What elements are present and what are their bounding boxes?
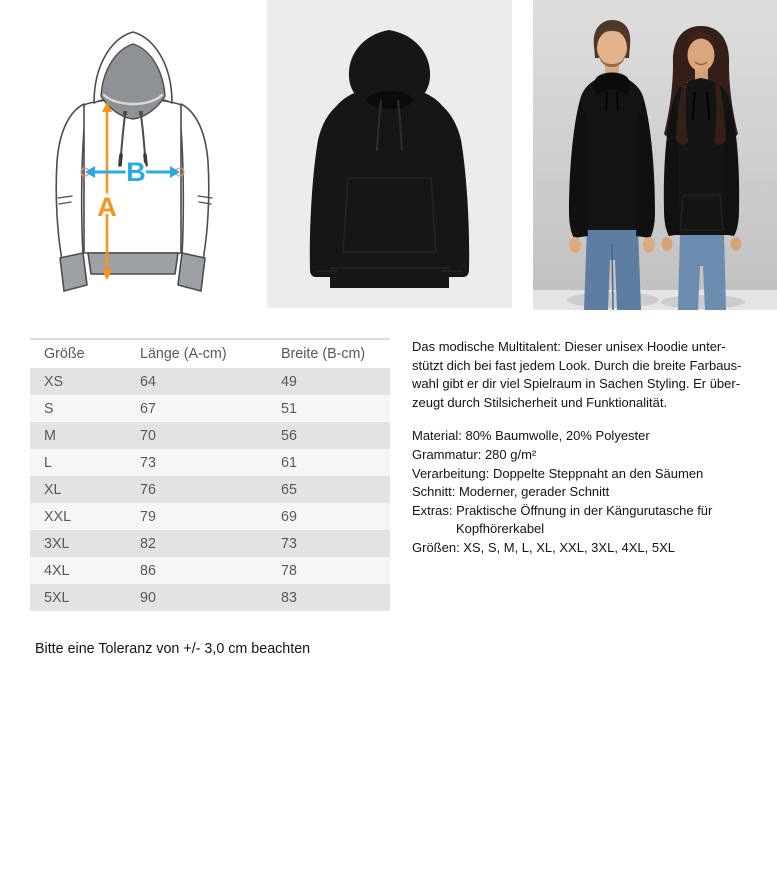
- width-cell: 83: [281, 589, 297, 606]
- spec-extras: Extras: Praktische Öffnung in der Kängurutasche für: [412, 502, 713, 518]
- size-cell: L: [44, 454, 52, 471]
- size-table-header-row: [30, 339, 390, 368]
- spec-verarbeitung: Verarbeitung: Doppelte Steppnaht an den Säumen: [412, 465, 704, 481]
- intro-line: zeugt durch Stilsicherheit und Funktionalität.: [412, 394, 668, 410]
- column-header-size: Größe: [30, 339, 126, 368]
- width-cell: 51: [281, 400, 297, 417]
- size-row-l: [30, 449, 390, 476]
- length-cell: 82: [140, 535, 156, 552]
- intro-line: Das modische Multitalent: Dieser unisex Hoodie unter-: [412, 339, 726, 354]
- size-table: [30, 338, 390, 611]
- tolerance-note: Bitte eine Toleranz von +/- 3,0 cm beachten: [35, 641, 311, 658]
- length-cell: 86: [140, 562, 156, 579]
- size-row-m: [30, 422, 390, 449]
- product-photo-front: [267, 0, 512, 308]
- size-row-xl: [30, 476, 390, 503]
- size-cell: XXL: [44, 508, 72, 525]
- product-description: [412, 338, 777, 558]
- size-cell: 5XL: [44, 589, 70, 606]
- intro-line: wahl gibt er dir viel Spielraum in Sachen Styling. Er über-: [412, 376, 741, 392]
- length-cell: 67: [140, 400, 156, 417]
- width-cell: 69: [281, 508, 297, 525]
- label-b: B: [126, 157, 146, 187]
- length-cell: 70: [140, 427, 156, 444]
- size-row-xs: [30, 368, 390, 395]
- size-row-5xl: [30, 584, 390, 611]
- black-hoodie-photo: [267, 0, 512, 308]
- couple-wearing-hoodies-photo: [533, 0, 777, 310]
- size-cell: S: [44, 400, 54, 417]
- spec-material: Material: 80% Baumwolle, 20% Polyester: [412, 428, 650, 444]
- width-cell: 49: [281, 373, 297, 390]
- column-header-width: Breite (B-cm): [267, 339, 390, 368]
- models-photo: [533, 0, 777, 310]
- size-cell: XS: [44, 373, 64, 390]
- width-cell: 73: [281, 535, 297, 552]
- length-cell: 73: [140, 454, 156, 471]
- column-header-length: Länge (A-cm): [126, 339, 267, 368]
- spec-grammatur: Grammatur: 280 g/m²: [412, 446, 537, 462]
- size-cell: M: [44, 427, 56, 444]
- size-row-3xl: [30, 530, 390, 557]
- spec-schnitt: Schnitt: Moderner, gerader Schnitt: [412, 484, 610, 500]
- width-cell: 56: [281, 427, 297, 444]
- size-row-xxl: [30, 503, 390, 530]
- description-specs: [412, 427, 777, 557]
- spec-extras-continued: Kopfhörerkabel: [456, 521, 545, 537]
- label-a: A: [97, 192, 117, 222]
- width-cell: 65: [281, 481, 297, 498]
- spec-groessen: Größen: XS, S, M, L, XL, XXL, 3XL, 4XL, 5XL: [412, 539, 676, 555]
- length-cell: 64: [140, 373, 156, 390]
- product-image-gallery: [0, 0, 777, 312]
- size-diagram-image: [30, 8, 240, 300]
- size-cell: 3XL: [44, 535, 70, 552]
- size-row-4xl: [30, 557, 390, 584]
- description-intro: [412, 338, 777, 412]
- size-cell: 4XL: [44, 562, 70, 579]
- hoodie-measurement-diagram: [30, 8, 240, 300]
- width-cell: 61: [281, 454, 297, 471]
- length-cell: 90: [140, 589, 156, 606]
- length-cell: 76: [140, 481, 156, 498]
- intro-line: stützt dich bei fast jedem Look. Durch die breite Farbaus-: [412, 357, 742, 373]
- length-cell: 79: [140, 508, 156, 525]
- size-cell: XL: [44, 481, 62, 498]
- width-cell: 78: [281, 562, 297, 579]
- size-row-s: [30, 395, 390, 422]
